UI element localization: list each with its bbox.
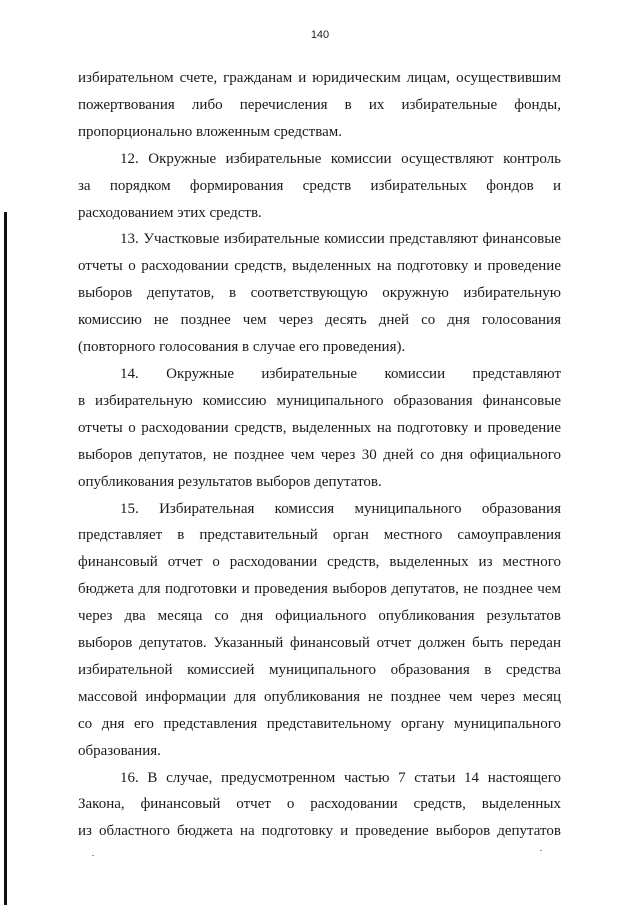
text-line: 13. Участковые избирательные комиссии представляют финансовые	[120, 231, 561, 248]
paragraph	[78, 226, 561, 361]
text-line: (повторного голосования в случае его проведения).	[78, 339, 406, 356]
text-line: комиссию не позднее чем через десять дней со дня голосования	[78, 312, 561, 329]
text-line: 12. Окружные избирательные комиссии осуществляют контроль	[120, 150, 561, 167]
paragraph	[78, 496, 561, 765]
text-line: 14. Окружные избирательные комиссии представляют	[120, 365, 561, 382]
text-line: массовой информации для опубликования не позднее чем через месяц	[78, 688, 561, 705]
text-line: образования.	[78, 742, 161, 759]
scan-speck	[540, 850, 542, 851]
text-line: через два месяца со дня официального опубликования результатов	[78, 608, 561, 625]
text-line: Закона, финансовый отчет о расходовании средств, выделенных	[78, 796, 561, 813]
text-line: за порядком формирования средств избирательных фондов и	[78, 177, 561, 194]
text-line: выборов депутатов, не позднее чем через 30 дней со дня официального	[78, 446, 561, 463]
scan-margin-edge	[4, 212, 7, 905]
page-number: 140	[310, 29, 330, 41]
text-line: 16. В случае, предусмотренном частью 7 статьи 14 настоящего	[120, 769, 561, 786]
text-line: расходованием этих средств.	[78, 204, 262, 221]
text-line: со дня его представления представительному органу муниципального	[78, 715, 561, 732]
paragraph	[78, 146, 561, 227]
document-body	[78, 65, 561, 845]
text-line: избирательной комиссией муниципального образования в средства	[78, 661, 561, 678]
paragraph	[78, 765, 561, 846]
text-line: пожертвования либо перечисления в их избирательные фонды,	[78, 96, 561, 113]
scan-speck	[92, 855, 94, 856]
text-line: финансовый отчет о расходовании средств, выделенных из местного	[78, 554, 561, 571]
text-line: избирательном счете, гражданам и юридическим лицам, осуществившим	[78, 70, 561, 86]
paragraph	[78, 361, 561, 496]
text-line: 15. Избирательная комиссия муниципального образования	[120, 500, 561, 517]
text-line: выборов депутатов, в соответствующую окружную избирательную	[78, 285, 561, 302]
text-line: бюджета для подготовки и проведения выборов депутатов, не позднее чем	[78, 581, 561, 598]
text-line: из областного бюджета на подготовку и проведение выборов депутатов	[78, 823, 561, 840]
text-line: выборов депутатов. Указанный финансовый отчет должен быть передан	[78, 635, 561, 652]
text-line: опубликования результатов выборов депутатов.	[78, 473, 382, 490]
text-line: пропорционально вложенным средствам.	[78, 123, 342, 140]
paragraph	[78, 65, 561, 146]
text-line: отчеты о расходовании средств, выделенных на подготовку и проведение	[78, 258, 561, 275]
text-line: отчеты о расходовании средств, выделенных на подготовку и проведение	[78, 419, 561, 436]
text-line: представляет в представительный орган местного самоуправления	[78, 527, 561, 544]
text-line: в избирательную комиссию муниципального образования финансовые	[78, 392, 561, 409]
